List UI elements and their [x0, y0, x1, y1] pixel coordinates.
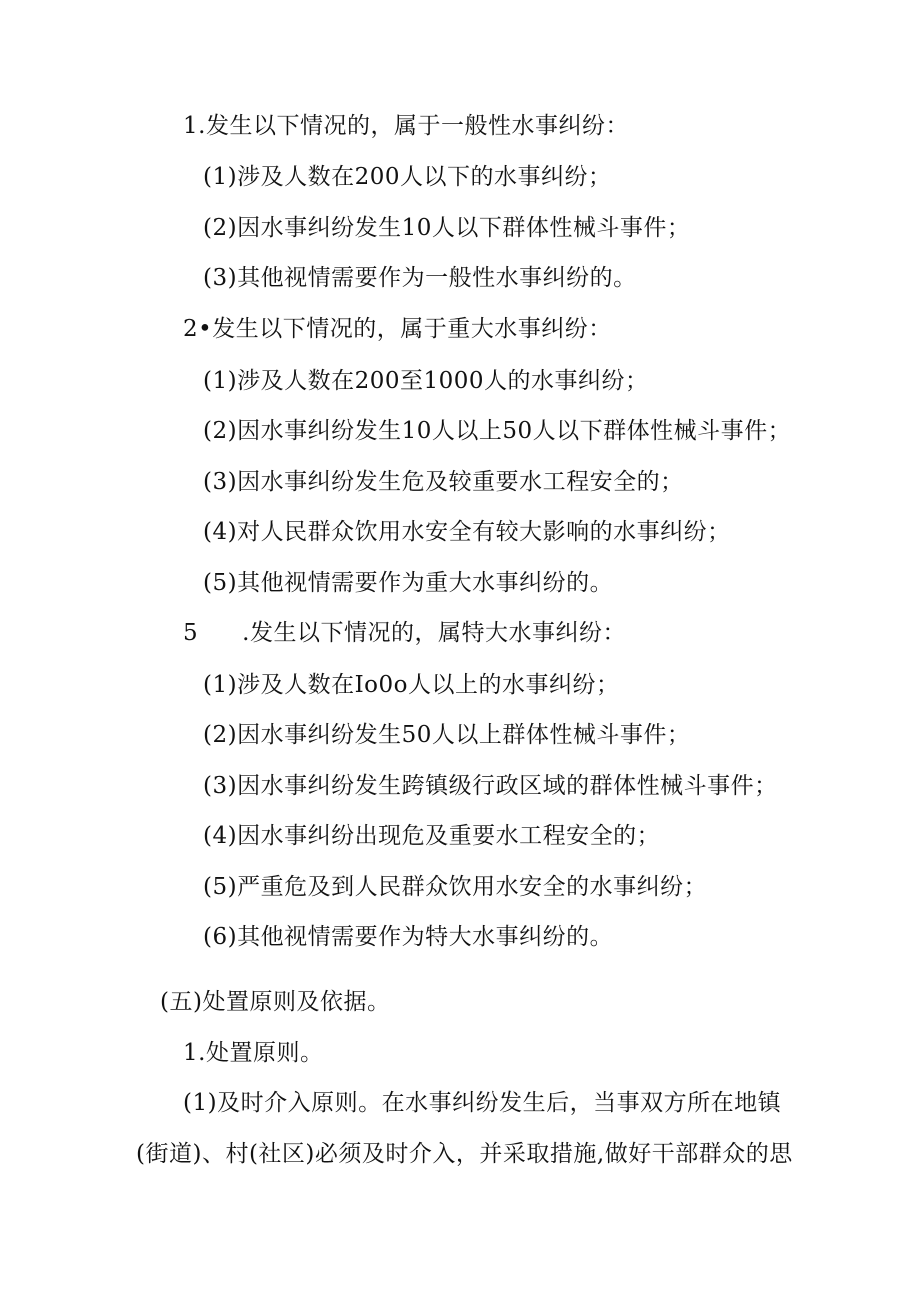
item-3-6: (6)其他视情需要作为特大水事纠纷的。: [203, 924, 614, 950]
item-3-2: (2)因水事纠纷发生50人以上群体性械斗事件；: [203, 722, 691, 748]
item-3-4: (4)因水事纠纷出现危及重要水工程安全的；: [203, 823, 661, 849]
principles-heading: 1.处置原则。: [183, 1040, 324, 1066]
item-3-3: (3)因水事纠纷发生跨镇级行政区域的群体性械斗事件；: [203, 773, 778, 799]
item-1-heading: 1.发生以下情况的，属于一般性水事纠纷：: [183, 113, 629, 139]
item-2-5: (5)其他视情需要作为重大水事纠纷的。: [203, 570, 614, 596]
item-3-1: (1)涉及人数在Io0o人以上的水事纠纷；: [203, 672, 620, 698]
item-1-3: (3)其他视情需要作为一般性水事纠纷的。: [203, 265, 637, 291]
item-3-number: 5: [183, 620, 199, 646]
principle-1-line-1: (1)及时介入原则。在水事纠纷发生后，当事双方所在地镇: [183, 1090, 782, 1116]
item-2-heading: 2•发生以下情况的，属于重大水事纠纷：: [183, 316, 612, 342]
item-3-heading: [183, 618, 626, 648]
item-2-1: (1)涉及人数在200至1000人的水事纠纷；: [203, 368, 649, 394]
item-2-4: (4)对人民群众饮用水安全有较大影响的水事纠纷；: [203, 519, 731, 545]
section-5-heading: (五)处置原则及依据。: [160, 989, 391, 1015]
principle-1-line-2: (街道)、村(社区)必须及时介入，并采取措施,做好干部群众的思: [136, 1141, 793, 1167]
item-1-1: (1)涉及人数在200人以下的水事纠纷；: [203, 164, 612, 190]
item-3-text: .发生以下情况的，属特大水事纠纷：: [242, 620, 626, 646]
item-2-2: (2)因水事纠纷发生10人以上50人以下群体性械斗事件；: [203, 418, 792, 444]
item-2-3: (3)因水事纠纷发生危及较重要水工程安全的；: [203, 469, 684, 495]
item-1-2: (2)因水事纠纷发生10人以下群体性械斗事件；: [203, 215, 691, 241]
item-3-5: (5)严重危及到人民群众饮用水安全的水事纠纷；: [203, 874, 708, 900]
